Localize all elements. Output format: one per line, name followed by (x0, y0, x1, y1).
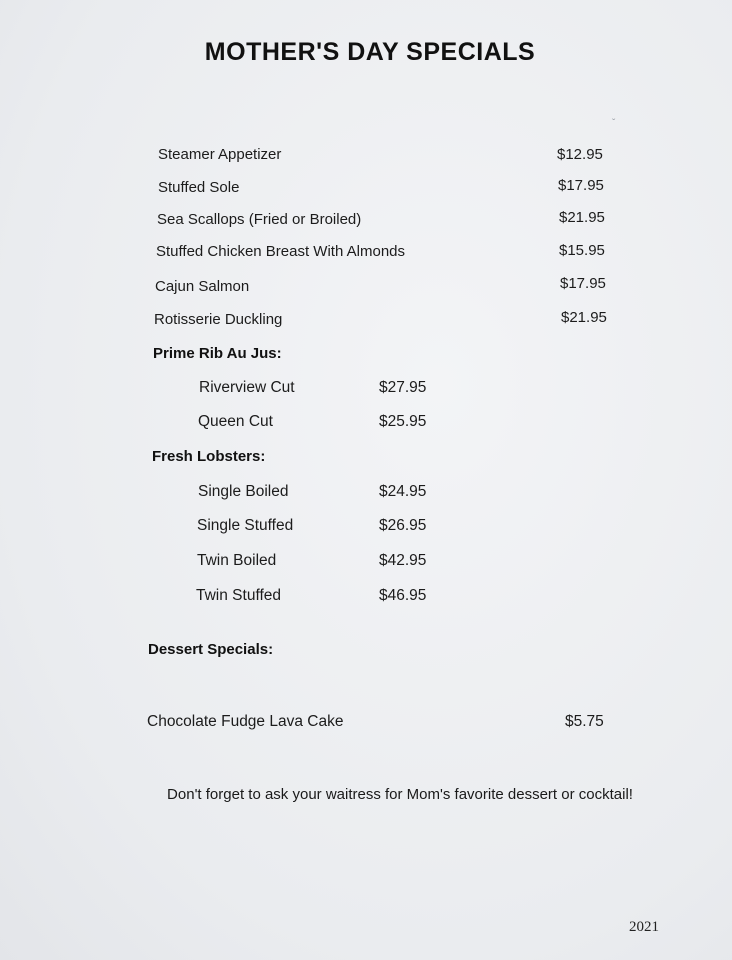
menu-item-name: Cajun Salmon (155, 278, 250, 295)
menu-item-price: $12.95 (557, 146, 603, 163)
menu-item-price: $42.95 (379, 552, 427, 569)
section-heading-lobsters: Fresh Lobsters: (152, 448, 266, 465)
menu-item-price: $24.95 (379, 483, 427, 500)
year-label: 2021 (629, 919, 659, 935)
menu-item-price: $26.95 (379, 517, 427, 534)
section-heading-prime-rib: Prime Rib Au Jus: (153, 345, 282, 362)
menu-item-price: $21.95 (561, 309, 607, 326)
page-title: MOTHER'S DAY SPECIALS (204, 38, 536, 66)
menu-item-name: Twin Boiled (197, 552, 277, 569)
menu-item-name: Stuffed Chicken Breast With Almonds (156, 243, 406, 260)
menu-item-name: Chocolate Fudge Lava Cake (147, 713, 344, 730)
menu-item-price: $15.95 (559, 242, 605, 259)
menu-item-price: $17.95 (560, 275, 606, 292)
menu-item-price: $25.95 (379, 413, 427, 430)
menu-item-name: Steamer Appetizer (158, 146, 282, 163)
menu-item-name: Riverview Cut (199, 379, 295, 396)
menu-item-name: Twin Stuffed (196, 587, 282, 604)
paper-mark: ˇ (612, 118, 616, 129)
menu-item-price: $21.95 (559, 209, 605, 226)
menu-item-price: $17.95 (558, 177, 604, 194)
menu-item-name: Sea Scallops (Fried or Broiled) (157, 211, 362, 228)
menu-item-name: Single Stuffed (197, 517, 294, 534)
menu-item-name: Single Boiled (198, 483, 289, 500)
menu-item-name: Queen Cut (198, 413, 273, 430)
menu-item-name: Rotisserie Duckling (154, 311, 283, 328)
menu-item-name: Stuffed Sole (158, 179, 240, 196)
section-heading-desserts: Dessert Specials: (148, 641, 274, 658)
footer-note: Don't forget to ask your waitress for Mom's favorite dessert or cocktail! (167, 786, 633, 803)
menu-item-price: $27.95 (379, 379, 427, 396)
menu-item-price: $5.75 (565, 713, 604, 730)
menu-item-price: $46.95 (379, 587, 427, 604)
